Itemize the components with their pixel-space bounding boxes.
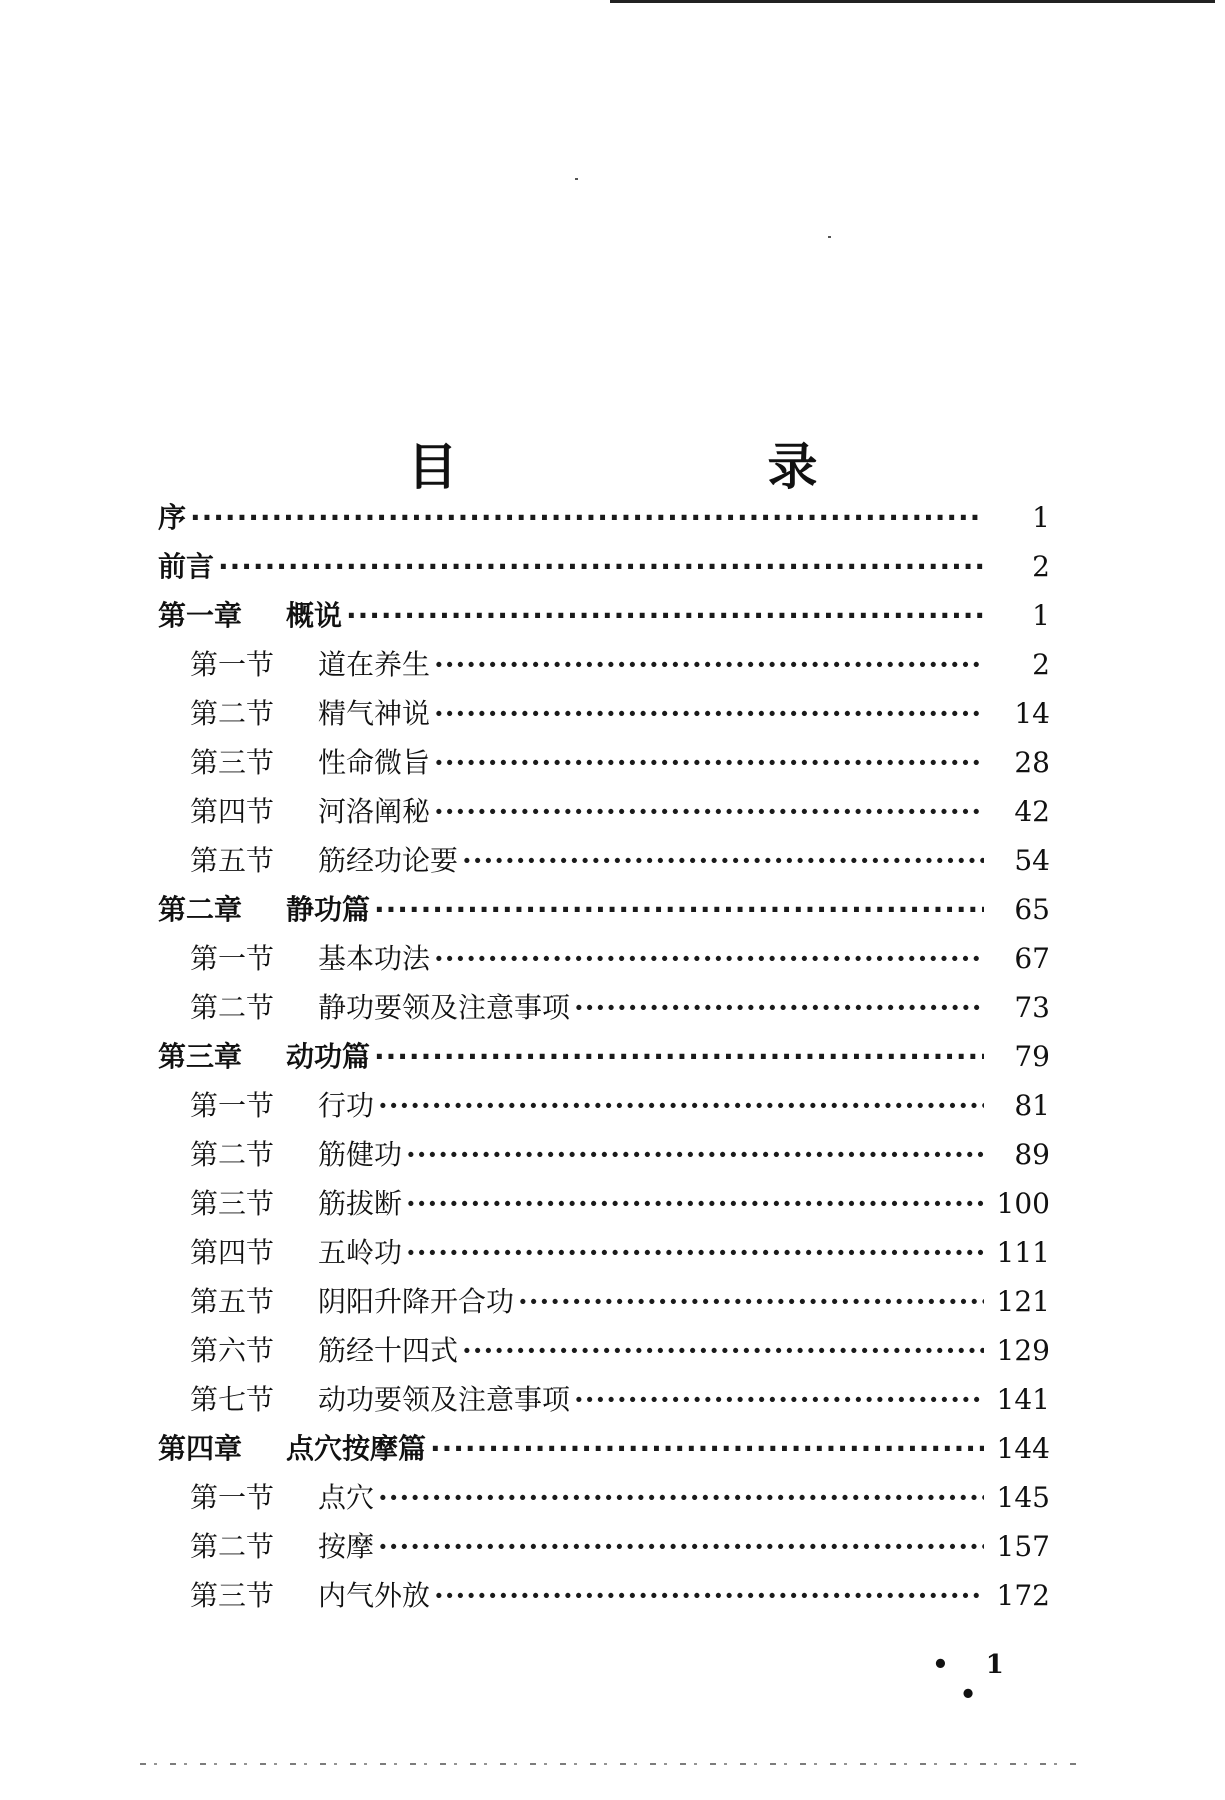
dot-leader — [434, 648, 984, 681]
toc-entry-page: 172 — [996, 1579, 1050, 1612]
toc-entry-section[interactable] — [158, 1329, 1050, 1378]
toc-entry-number: 第一节 — [190, 942, 275, 975]
toc-entry-title: 概说 — [286, 599, 343, 632]
toc-entry-page: 73 — [1014, 991, 1050, 1024]
toc-entry-number: 第二节 — [190, 697, 275, 730]
scan-speck — [828, 236, 831, 238]
toc-entry-page: 1 — [1032, 501, 1050, 534]
dot-leader — [190, 501, 984, 534]
toc-entry-page: 67 — [1014, 942, 1050, 975]
toc-entry-number: 第一节 — [190, 1089, 275, 1122]
toc-entry-number: 第一节 — [190, 648, 275, 681]
toc-entry-section[interactable] — [158, 1182, 1050, 1231]
toc-entry-page: 65 — [1014, 893, 1050, 926]
toc-entry-title: 道在养生 — [318, 648, 431, 681]
toc-entry-number: 第四节 — [190, 1236, 275, 1269]
toc-entry-number: 第四节 — [190, 795, 275, 828]
toc-entry-page: 157 — [996, 1530, 1050, 1563]
dot-leader — [434, 746, 984, 779]
toc-entry-title: 筋经十四式 — [318, 1334, 459, 1367]
toc-entry-page: 121 — [996, 1285, 1050, 1318]
toc-entry-page: 2 — [1032, 550, 1050, 583]
toc-entry-number: 第六节 — [190, 1334, 275, 1367]
toc-entry-front[interactable] — [158, 496, 1050, 545]
toc-entry-title: 五岭功 — [318, 1236, 403, 1269]
toc-entry-title: 筋健功 — [318, 1138, 403, 1171]
toc-entry-page: 141 — [996, 1383, 1050, 1416]
dot-leader — [378, 1530, 984, 1563]
toc-entry-number: 第二节 — [190, 1138, 275, 1171]
toc-entry-section[interactable] — [158, 643, 1050, 692]
toc-entry-page: 144 — [996, 1432, 1050, 1465]
toc-entry-number: 第二节 — [190, 991, 275, 1024]
toc-entry-title: 按摩 — [318, 1530, 375, 1563]
dot-leader — [406, 1236, 984, 1269]
dot-leader — [574, 991, 984, 1024]
toc-entry-page: 145 — [996, 1481, 1050, 1514]
page-title: 目 录 — [407, 437, 948, 496]
toc-entry-section[interactable] — [158, 1231, 1050, 1280]
toc-entry-number: 第三章 — [158, 1040, 243, 1073]
page-number: • 1 • — [932, 1650, 1018, 1710]
dot-leader — [434, 795, 984, 828]
toc-entry-title: 河洛阐秘 — [318, 795, 431, 828]
toc-entry-page: 1 — [1032, 599, 1050, 632]
toc-entry-number: 第一节 — [190, 1481, 275, 1514]
dot-leader — [434, 1579, 984, 1612]
toc-entry-number: 第二章 — [158, 893, 243, 926]
toc-entry-page: 100 — [996, 1187, 1050, 1220]
toc-entry-section[interactable] — [158, 741, 1050, 790]
toc-entry-chapter[interactable] — [158, 594, 1050, 643]
dot-leader — [406, 1187, 984, 1220]
dot-leader — [374, 893, 984, 926]
dot-leader — [346, 599, 984, 632]
toc-entry-page: 14 — [1014, 697, 1050, 730]
toc-entry-chapter[interactable] — [158, 1035, 1050, 1084]
dot-leader — [574, 1383, 984, 1416]
dot-leader — [434, 942, 984, 975]
toc-entry-number: 第四章 — [158, 1432, 243, 1465]
toc-entry-section[interactable] — [158, 1084, 1050, 1133]
toc-entry-number: 第七节 — [190, 1383, 275, 1416]
toc-entry-page: 79 — [1014, 1040, 1050, 1073]
dot-leader — [378, 1089, 984, 1122]
toc-entry-title: 序 — [158, 501, 187, 534]
toc-entry-section[interactable] — [158, 692, 1050, 741]
dot-leader — [518, 1285, 984, 1318]
toc-entry-title: 阴阳升降开合功 — [318, 1285, 515, 1318]
toc-entry-title: 动功篇 — [286, 1040, 371, 1073]
toc-entry-title: 动功要领及注意事项 — [318, 1383, 571, 1416]
toc-entry-title: 筋拔断 — [318, 1187, 403, 1220]
toc-entry-section[interactable] — [158, 1574, 1050, 1623]
toc-entry-number: 第五节 — [190, 1285, 275, 1318]
toc-entry-title: 基本功法 — [318, 942, 431, 975]
dot-leader — [430, 1432, 984, 1465]
toc-entry-number: 第二节 — [190, 1530, 275, 1563]
toc-entry-section[interactable] — [158, 1280, 1050, 1329]
toc-entry-page: 42 — [1014, 795, 1050, 828]
toc-entry-section[interactable] — [158, 1133, 1050, 1182]
table-of-contents — [158, 496, 1050, 1623]
dot-leader — [462, 1334, 984, 1367]
toc-entry-page: 111 — [996, 1236, 1050, 1269]
toc-entry-number: 第三节 — [190, 1579, 275, 1612]
toc-entry-section[interactable] — [158, 937, 1050, 986]
scan-speck — [575, 178, 578, 180]
toc-entry-title: 内气外放 — [318, 1579, 431, 1612]
toc-entry-page: 2 — [1032, 648, 1050, 681]
toc-entry-section[interactable] — [158, 986, 1050, 1035]
scan-noise — [140, 1763, 1080, 1765]
toc-entry-title: 静功篇 — [286, 893, 371, 926]
toc-entry-number: 第三节 — [190, 1187, 275, 1220]
toc-entry-section[interactable] — [158, 1378, 1050, 1427]
dot-leader — [218, 550, 984, 583]
toc-entry-page: 54 — [1014, 844, 1050, 877]
toc-entry-page: 81 — [1014, 1089, 1050, 1122]
toc-entry-title: 前言 — [158, 550, 215, 583]
toc-entry-title: 点穴 — [318, 1481, 375, 1514]
toc-entry-section[interactable] — [158, 1476, 1050, 1525]
toc-entry-number: 第三节 — [190, 746, 275, 779]
dot-leader — [462, 844, 984, 877]
toc-entry-page: 28 — [1014, 746, 1050, 779]
toc-entry-title: 筋经功论要 — [318, 844, 459, 877]
dot-leader — [374, 1040, 984, 1073]
toc-entry-title: 精气神说 — [318, 697, 431, 730]
toc-entry-front[interactable] — [158, 545, 1050, 594]
toc-entry-title: 行功 — [318, 1089, 375, 1122]
toc-entry-number: 第五节 — [190, 844, 275, 877]
toc-entry-title: 性命微旨 — [318, 746, 431, 779]
toc-entry-chapter[interactable] — [158, 1427, 1050, 1476]
toc-entry-title: 点穴按摩篇 — [286, 1432, 427, 1465]
toc-entry-chapter[interactable] — [158, 888, 1050, 937]
toc-entry-section[interactable] — [158, 1525, 1050, 1574]
dot-leader — [378, 1481, 984, 1514]
toc-entry-section[interactable] — [158, 790, 1050, 839]
dot-leader — [406, 1138, 984, 1171]
toc-entry-number: 第一章 — [158, 599, 243, 632]
toc-entry-page: 129 — [996, 1334, 1050, 1367]
toc-entry-title: 静功要领及注意事项 — [318, 991, 571, 1024]
scan-edge-line — [610, 0, 1215, 3]
dot-leader — [434, 697, 984, 730]
toc-entry-page: 89 — [1014, 1138, 1050, 1171]
toc-entry-section[interactable] — [158, 839, 1050, 888]
